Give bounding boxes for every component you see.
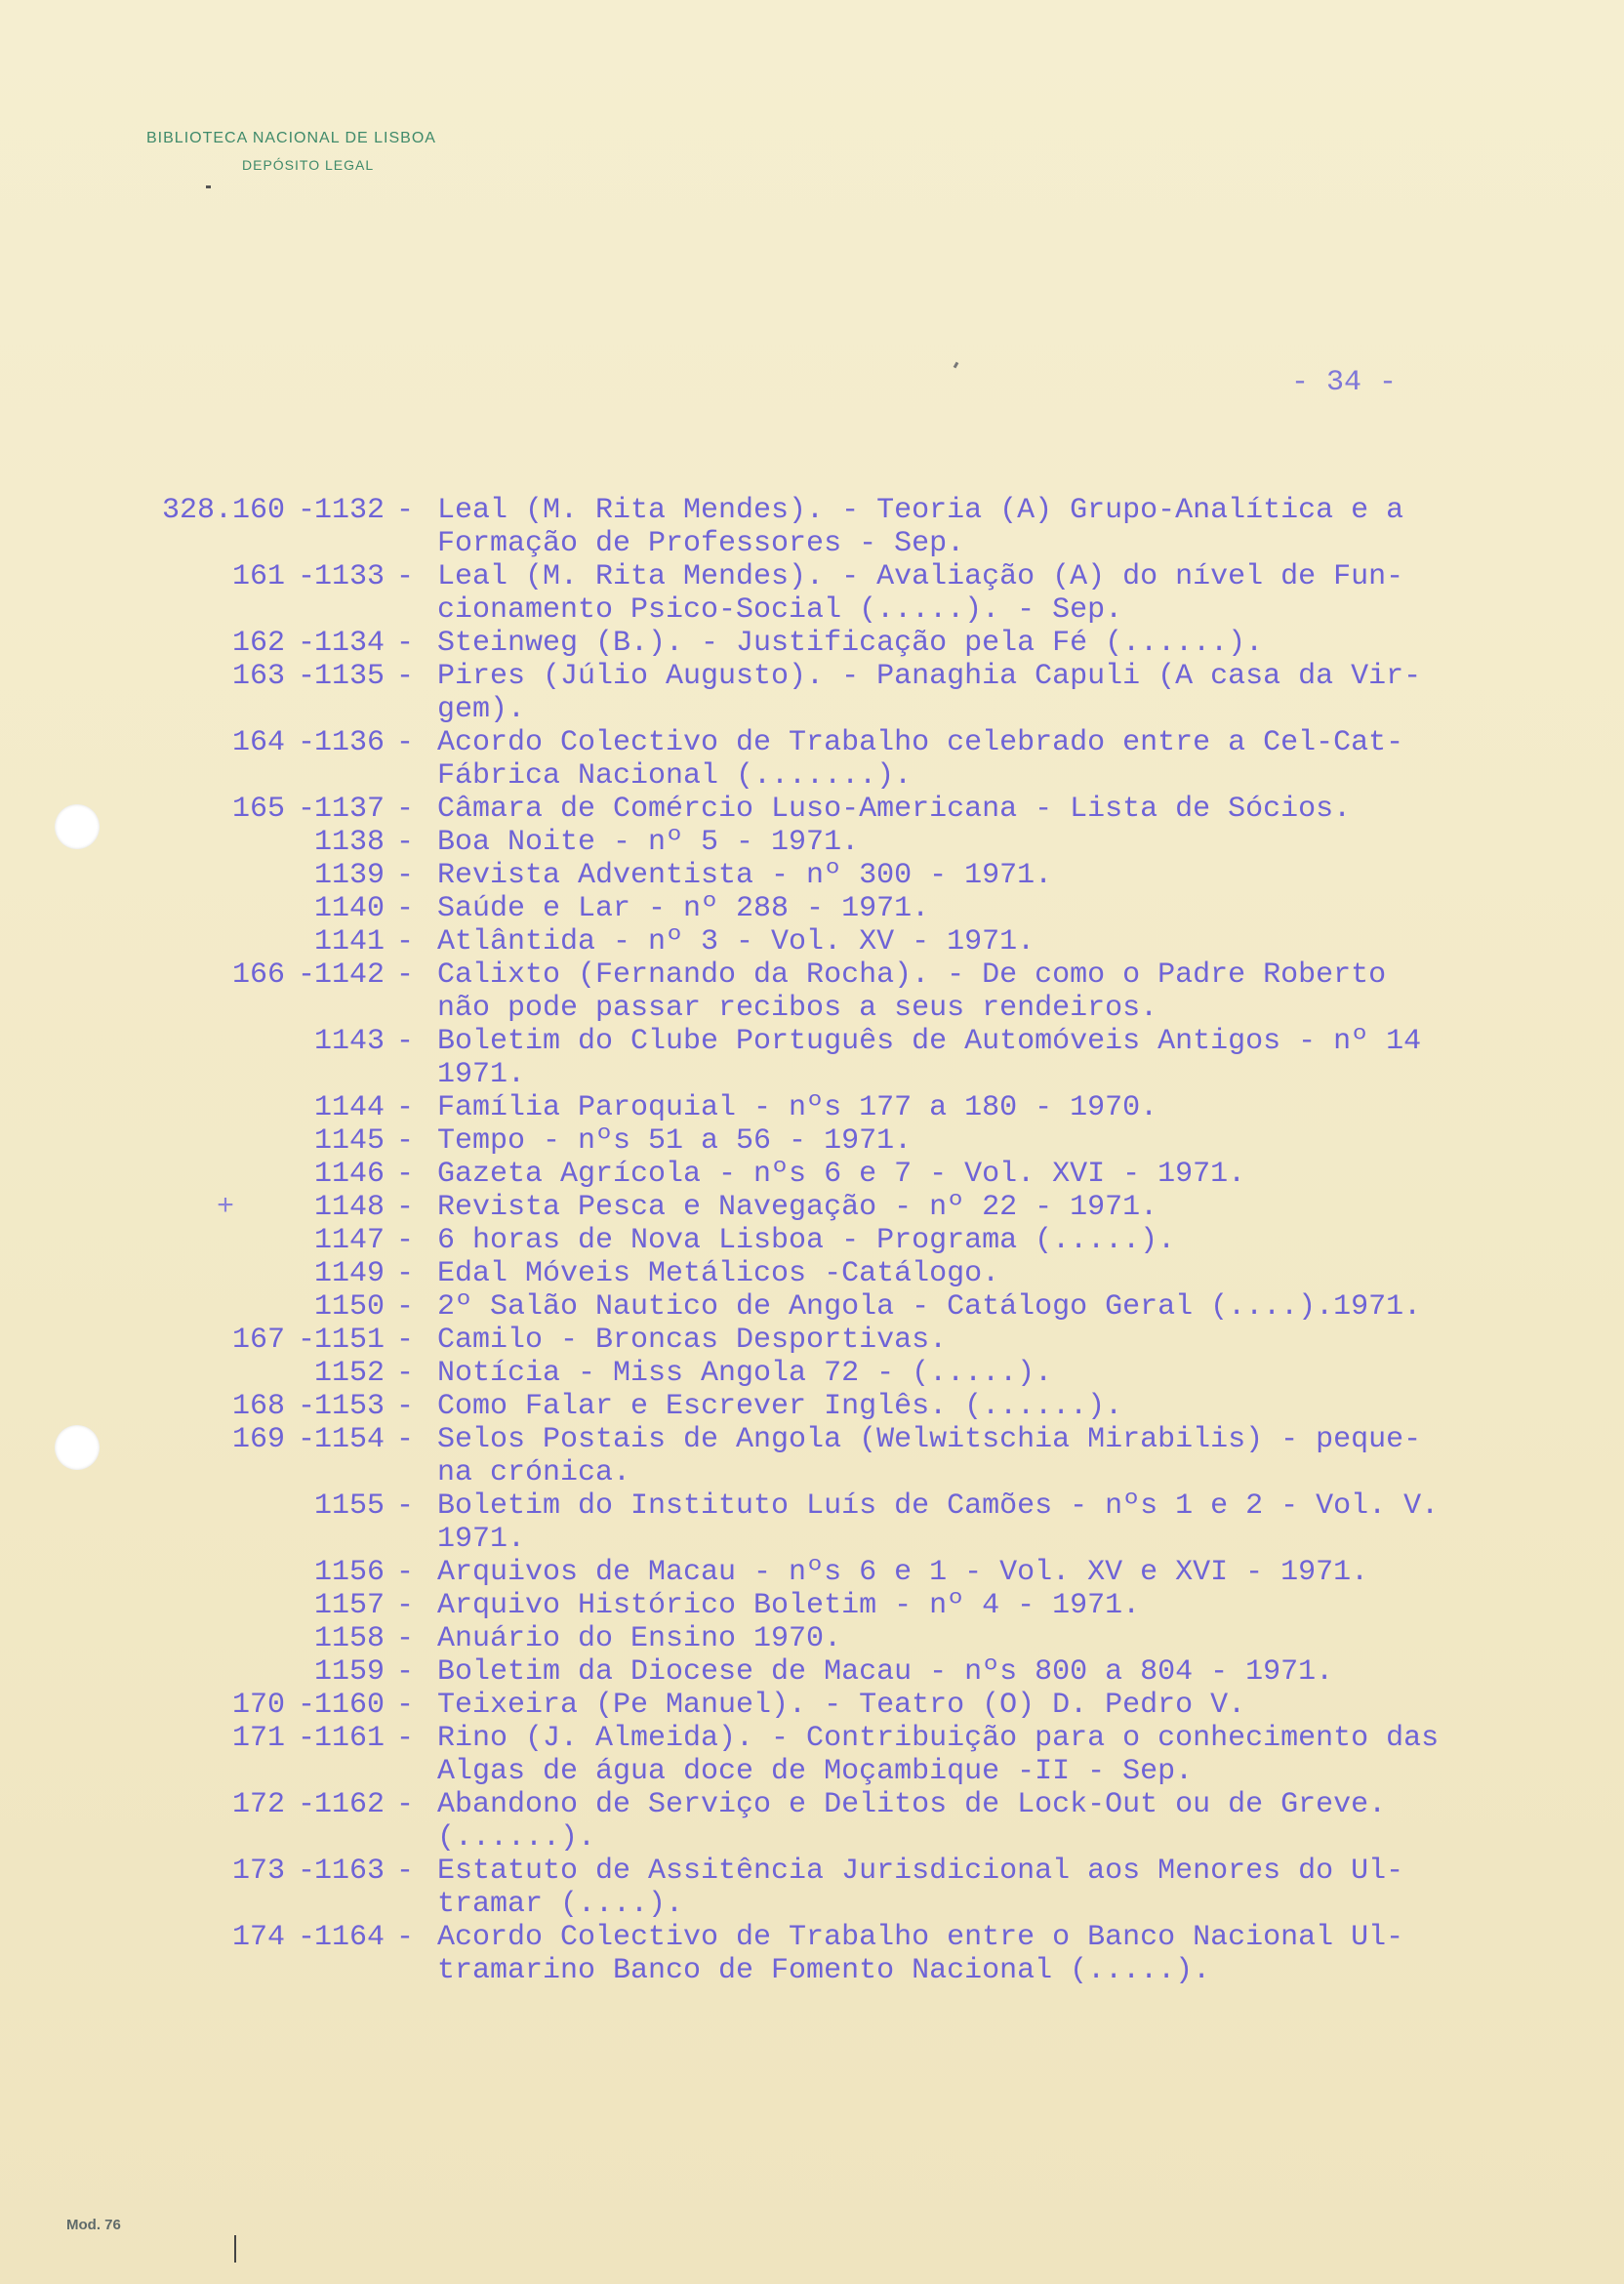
register-row xyxy=(0,1191,1624,1224)
punch-hole xyxy=(55,1425,100,1470)
separator-dash: - xyxy=(396,1423,415,1456)
entry-title: Anuário do Ensino 1970. xyxy=(437,1622,842,1655)
entry-title: Estatuto de Assitência Jurisdicional aos Menores do Ul- xyxy=(437,1855,1404,1888)
registry-number: 163 xyxy=(231,660,285,693)
entry-title: Arquivo Histórico Boletim - nº 4 - 1971. xyxy=(437,1589,1141,1622)
register-row xyxy=(0,1921,1624,1954)
deposit-number: 1161 xyxy=(313,1722,385,1755)
deposit-number: 1147 xyxy=(313,1224,385,1257)
register-row xyxy=(0,1091,1624,1124)
deposit-number: 1164 xyxy=(313,1921,385,1954)
separator-dash: - xyxy=(396,1589,415,1622)
deposit-number: 1149 xyxy=(313,1257,385,1290)
separator-dash: - xyxy=(298,1423,316,1456)
entry-title: Revista Adventista - nº 300 - 1971. xyxy=(437,859,1053,892)
separator-dash: - xyxy=(396,1357,415,1390)
separator-dash: - xyxy=(396,627,415,660)
register-row xyxy=(0,560,1624,593)
deposit-number: 1157 xyxy=(313,1589,385,1622)
deposit-number: 1133 xyxy=(313,560,385,593)
registry-number: 164 xyxy=(231,726,285,759)
deposit-number: 1156 xyxy=(313,1556,385,1589)
letterhead-line-2: DEPÓSITO LEGAL xyxy=(242,157,375,173)
deposit-number: 1158 xyxy=(313,1622,385,1655)
separator-dash: - xyxy=(298,1324,316,1357)
register-row xyxy=(0,1025,1624,1058)
separator-dash: - xyxy=(396,1855,415,1888)
registry-number: 166 xyxy=(231,958,285,992)
separator-dash: - xyxy=(396,1788,415,1821)
register-row xyxy=(0,1058,1624,1091)
separator-dash: - xyxy=(298,1788,316,1821)
separator-dash: - xyxy=(396,1324,415,1357)
deposit-number: 1137 xyxy=(313,793,385,826)
register-row xyxy=(0,1489,1624,1523)
register-row xyxy=(0,1589,1624,1622)
deposit-number: 1134 xyxy=(313,627,385,660)
registry-number: 161 xyxy=(231,560,285,593)
register-row xyxy=(0,1324,1624,1357)
entry-title: Tempo - nºs 51 a 56 - 1971. xyxy=(437,1124,913,1158)
deposit-number: 1150 xyxy=(313,1290,385,1324)
deposit-number: 1152 xyxy=(313,1357,385,1390)
entry-title: Selos Postais de Angola (Welwitschia Mirabilis) - peque- xyxy=(437,1423,1422,1456)
entry-title: Acordo Colectivo de Trabalho celebrado entre a Cel-Cat- xyxy=(437,726,1404,759)
register-row xyxy=(0,1855,1624,1888)
entry-title: Teixeira (Pe Manuel). - Teatro (O) D. Pedro V. xyxy=(437,1689,1246,1722)
register-row xyxy=(0,1124,1624,1158)
separator-dash: - xyxy=(396,1290,415,1324)
separator-dash: - xyxy=(396,958,415,992)
register-row xyxy=(0,1390,1624,1423)
registry-number: 167 xyxy=(231,1324,285,1357)
register-row xyxy=(0,1257,1624,1290)
deposit-number: 1153 xyxy=(313,1390,385,1423)
entry-title: na crónica. xyxy=(437,1456,631,1489)
entry-title: 1971. xyxy=(437,1058,526,1091)
entry-title: Abandono de Serviço e Delitos de Lock-Out ou de Greve. xyxy=(437,1788,1387,1821)
register-row xyxy=(0,693,1624,726)
separator-dash: - xyxy=(396,793,415,826)
separator-dash: - xyxy=(396,1722,415,1755)
deposit-number: 1154 xyxy=(313,1423,385,1456)
entry-title: tramar (....). xyxy=(437,1888,684,1921)
deposit-number: 1144 xyxy=(313,1091,385,1124)
stray-mark xyxy=(954,362,959,369)
separator-dash: - xyxy=(298,494,316,527)
register-row xyxy=(0,1954,1624,1987)
deposit-number: 1138 xyxy=(313,826,385,859)
registry-number: 172 xyxy=(231,1788,285,1821)
entry-title: 2º Salão Nautico de Angola - Catálogo Geral (....).1971. xyxy=(437,1290,1422,1324)
entry-title: Pires (Júlio Augusto). - Panaghia Capuli (A casa da Vir- xyxy=(437,660,1422,693)
separator-dash: - xyxy=(396,892,415,925)
registry-number: 169 xyxy=(231,1423,285,1456)
separator-dash: - xyxy=(396,1489,415,1523)
separator-dash: - xyxy=(298,958,316,992)
register-row xyxy=(0,992,1624,1025)
separator-dash: - xyxy=(396,826,415,859)
deposit-number: 1163 xyxy=(313,1855,385,1888)
entry-title: gem). xyxy=(437,693,526,726)
separator-dash: - xyxy=(396,1091,415,1124)
register-row xyxy=(0,627,1624,660)
entry-title: (......). xyxy=(437,1821,596,1855)
register-row xyxy=(0,1523,1624,1556)
separator-dash: - xyxy=(298,793,316,826)
separator-dash: - xyxy=(298,560,316,593)
deposit-number: 1155 xyxy=(313,1489,385,1523)
letterhead-line-1: BIBLIOTECA NACIONAL DE LISBOA xyxy=(146,130,436,146)
stray-mark xyxy=(206,185,211,188)
register-row xyxy=(0,1689,1624,1722)
register-row xyxy=(0,726,1624,759)
separator-dash: - xyxy=(298,660,316,693)
register-row xyxy=(0,1655,1624,1689)
entry-title: Algas de água doce de Moçambique -II - Sep. xyxy=(437,1755,1194,1788)
entry-title: Calixto (Fernando da Rocha). - De como o Padre Roberto xyxy=(437,958,1387,992)
entry-title: Formação de Professores - Sep. xyxy=(437,527,965,560)
deposit-number: 1132 xyxy=(313,494,385,527)
register-row xyxy=(0,1556,1624,1589)
entry-title: Família Paroquial - nºs 177 a 180 - 1970. xyxy=(437,1091,1158,1124)
deposit-number: 1143 xyxy=(313,1025,385,1058)
punch-hole xyxy=(55,804,100,849)
deposit-number: 1139 xyxy=(313,859,385,892)
register-row xyxy=(0,1888,1624,1921)
deposit-number: 1162 xyxy=(313,1788,385,1821)
separator-dash: - xyxy=(298,1921,316,1954)
separator-dash: - xyxy=(298,1390,316,1423)
registry-number: 173 xyxy=(231,1855,285,1888)
separator-dash: - xyxy=(396,1390,415,1423)
deposit-number: 1159 xyxy=(313,1655,385,1689)
deposit-number: 1145 xyxy=(313,1124,385,1158)
entry-title: Gazeta Agrícola - nºs 6 e 7 - Vol. XVI - 1971. xyxy=(437,1158,1246,1191)
register-row xyxy=(0,1821,1624,1855)
register-row xyxy=(0,793,1624,826)
register-row xyxy=(0,826,1624,859)
registry-number: 328.160 xyxy=(161,494,285,527)
registry-number: 171 xyxy=(231,1722,285,1755)
entry-title: Notícia - Miss Angola 72 - (.....). xyxy=(437,1357,1053,1390)
entry-title: Edal Móveis Metálicos -Catálogo. xyxy=(437,1257,1000,1290)
separator-dash: - xyxy=(396,494,415,527)
entry-title: Fábrica Nacional (.......). xyxy=(437,759,913,793)
entry-title: Saúde e Lar - nº 288 - 1971. xyxy=(437,892,930,925)
separator-dash: - xyxy=(396,925,415,958)
entry-title: não pode passar recibos a seus rendeiros. xyxy=(437,992,1158,1025)
separator-dash: - xyxy=(298,627,316,660)
entry-title: Boletim do Clube Português de Automóveis Antigos - nº 14 xyxy=(437,1025,1422,1058)
register-row xyxy=(0,527,1624,560)
separator-dash: - xyxy=(396,1622,415,1655)
register-row xyxy=(0,925,1624,958)
register-row xyxy=(0,859,1624,892)
deposit-number: 1148 xyxy=(313,1191,385,1224)
register-row xyxy=(0,593,1624,627)
register-row xyxy=(0,1357,1624,1390)
deposit-number: 1151 xyxy=(313,1324,385,1357)
registry-number: 174 xyxy=(231,1921,285,1954)
separator-dash: - xyxy=(396,560,415,593)
entry-title: Leal (M. Rita Mendes). - Avaliação (A) do nível de Fun- xyxy=(437,560,1404,593)
deposit-number: 1135 xyxy=(313,660,385,693)
entry-title: 1971. xyxy=(437,1523,526,1556)
register-row xyxy=(0,1622,1624,1655)
entry-title: Boletim do Instituto Luís de Camões - nºs 1 e 2 - Vol. V. xyxy=(437,1489,1440,1523)
registry-number: 168 xyxy=(231,1390,285,1423)
registry-number: 162 xyxy=(231,627,285,660)
entry-title: Rino (J. Almeida). - Contribuição para o conhecimento das xyxy=(437,1722,1440,1755)
separator-dash: - xyxy=(396,660,415,693)
register-row xyxy=(0,1290,1624,1324)
deposit-number: 1140 xyxy=(313,892,385,925)
deposit-number: 1141 xyxy=(313,925,385,958)
separator-dash: - xyxy=(396,1224,415,1257)
separator-dash: - xyxy=(396,1655,415,1689)
entry-title: Steinweg (B.). - Justificação pela Fé (......). xyxy=(437,627,1264,660)
entry-title: Atlântida - nº 3 - Vol. XV - 1971. xyxy=(437,925,1035,958)
entry-title: tramarino Banco de Fomento Nacional (.....). xyxy=(437,1954,1211,1987)
separator-dash: - xyxy=(298,1855,316,1888)
registry-number: 165 xyxy=(231,793,285,826)
separator-dash: - xyxy=(396,1191,415,1224)
entry-title: Camilo - Broncas Desportivas. xyxy=(437,1324,948,1357)
deposit-number: 1136 xyxy=(313,726,385,759)
separator-dash: - xyxy=(396,1025,415,1058)
deposit-number: 1142 xyxy=(313,958,385,992)
entry-title: 6 horas de Nova Lisboa - Programa (.....). xyxy=(437,1224,1176,1257)
entry-title: Arquivos de Macau - nºs 6 e 1 - Vol. XV e XVI - 1971. xyxy=(437,1556,1369,1589)
entry-title: Acordo Colectivo de Trabalho entre o Banco Nacional Ul- xyxy=(437,1921,1404,1954)
register-row xyxy=(0,759,1624,793)
register-row xyxy=(0,1224,1624,1257)
register-row xyxy=(0,1788,1624,1821)
register-row xyxy=(0,1423,1624,1456)
deposit-number: 1160 xyxy=(313,1689,385,1722)
register-row xyxy=(0,1456,1624,1489)
entry-title: Boa Noite - nº 5 - 1971. xyxy=(437,826,860,859)
entry-title: Câmara de Comércio Luso-Americana - Lista de Sócios. xyxy=(437,793,1352,826)
register-row xyxy=(0,660,1624,693)
separator-dash: - xyxy=(396,1689,415,1722)
separator-dash: - xyxy=(396,1556,415,1589)
register-row xyxy=(0,1722,1624,1755)
entry-title: Leal (M. Rita Mendes). - Teoria (A) Grupo-Analítica e a xyxy=(437,494,1404,527)
letterhead xyxy=(146,130,436,173)
separator-dash: - xyxy=(396,726,415,759)
page-number: - 34 - xyxy=(1291,366,1398,399)
margin-mark: + xyxy=(217,1191,235,1224)
separator-dash: - xyxy=(298,726,316,759)
register-row xyxy=(0,494,1624,527)
separator-dash: - xyxy=(396,1158,415,1191)
register-row xyxy=(0,1158,1624,1191)
separator-dash: - xyxy=(396,1257,415,1290)
separator-dash: - xyxy=(298,1722,316,1755)
register-row xyxy=(0,958,1624,992)
register-entries xyxy=(0,494,1624,1987)
entry-title: Boletim da Diocese de Macau - nºs 800 a 804 - 1971. xyxy=(437,1655,1334,1689)
separator-dash: - xyxy=(396,859,415,892)
register-row xyxy=(0,892,1624,925)
register-row xyxy=(0,1755,1624,1788)
form-model-label: Mod. 76 xyxy=(66,2217,121,2233)
entry-title: Revista Pesca e Navegação - nº 22 - 1971. xyxy=(437,1191,1158,1224)
entry-title: Como Falar e Escrever Inglês. (......). xyxy=(437,1390,1123,1423)
entry-title: cionamento Psico-Social (.....). - Sep. xyxy=(437,593,1123,627)
registry-number: 170 xyxy=(231,1689,285,1722)
separator-dash: - xyxy=(396,1921,415,1954)
stray-mark xyxy=(234,2235,236,2263)
separator-dash: - xyxy=(298,1689,316,1722)
deposit-number: 1146 xyxy=(313,1158,385,1191)
separator-dash: - xyxy=(396,1124,415,1158)
